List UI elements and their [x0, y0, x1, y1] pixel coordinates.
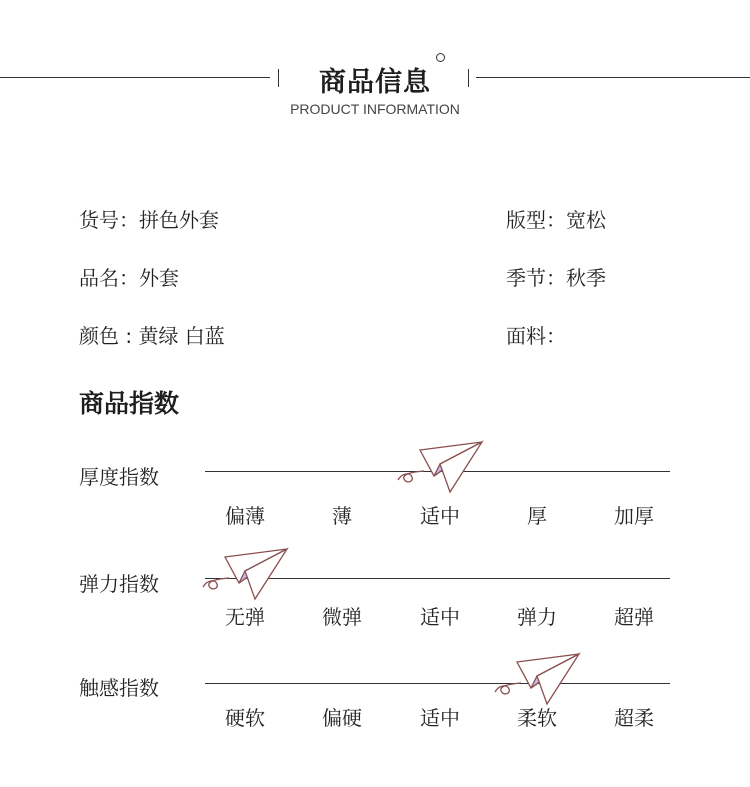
info-item-name — [79, 262, 179, 291]
elasticity-level: 弹力 — [517, 605, 557, 629]
touch-level: 硬软 — [225, 706, 265, 730]
info-item-fit — [506, 204, 606, 233]
info-value: 黄绿 白蓝 — [138, 324, 225, 348]
thickness-index-label: 厚度指数 — [79, 465, 159, 489]
info-sep: ： — [546, 208, 566, 232]
info-item-season — [506, 262, 606, 291]
paper-plane-icon — [197, 545, 297, 603]
touch-level: 适中 — [420, 706, 460, 730]
paper-plane-icon — [392, 438, 492, 496]
thickness-level: 薄 — [332, 504, 352, 528]
page-title: 商品信息 — [319, 67, 431, 98]
info-value: 外套 — [139, 266, 179, 290]
elasticity-level: 无弹 — [225, 605, 265, 629]
thickness-level: 适中 — [420, 504, 460, 528]
info-value: 拼色外套 — [139, 208, 219, 232]
thickness-level: 加厚 — [614, 504, 654, 528]
info-label: 版型 — [506, 208, 546, 232]
info-sep: : — [119, 324, 139, 348]
info-item-color — [79, 320, 225, 349]
info-label: 面料 — [506, 324, 546, 348]
info-sep: ： — [119, 208, 139, 232]
info-label: 颜色 — [79, 324, 119, 348]
touch-index-label: 触感指数 — [79, 676, 159, 700]
paper-plane-icon — [489, 650, 589, 708]
touch-level: 柔软 — [517, 706, 557, 730]
info-sep: ： — [119, 266, 139, 290]
info-value: 秋季 — [566, 266, 606, 290]
info-sep: ： — [546, 266, 566, 290]
thickness-level: 厚 — [527, 504, 547, 528]
touch-scale-line — [205, 683, 670, 684]
thickness-level: 偏薄 — [225, 504, 265, 528]
info-label: 货号 — [79, 208, 119, 232]
section-title: 商品指数 — [79, 389, 180, 418]
elasticity-level: 适中 — [420, 605, 460, 629]
elasticity-index-label: 弹力指数 — [79, 572, 159, 596]
elasticity-level: 微弹 — [322, 605, 362, 629]
touch-level: 偏硬 — [322, 706, 362, 730]
info-item-fabric — [506, 320, 566, 349]
touch-level: 超柔 — [614, 706, 654, 730]
info-value: 宽松 — [566, 208, 606, 232]
page-subtitle: PRODUCT INFORMATION — [290, 101, 460, 117]
info-label: 季节 — [506, 266, 546, 290]
info-item-sku — [79, 204, 219, 233]
elasticity-level: 超弹 — [614, 605, 654, 629]
info-sep: ： — [546, 324, 566, 348]
info-label: 品名 — [79, 266, 119, 290]
